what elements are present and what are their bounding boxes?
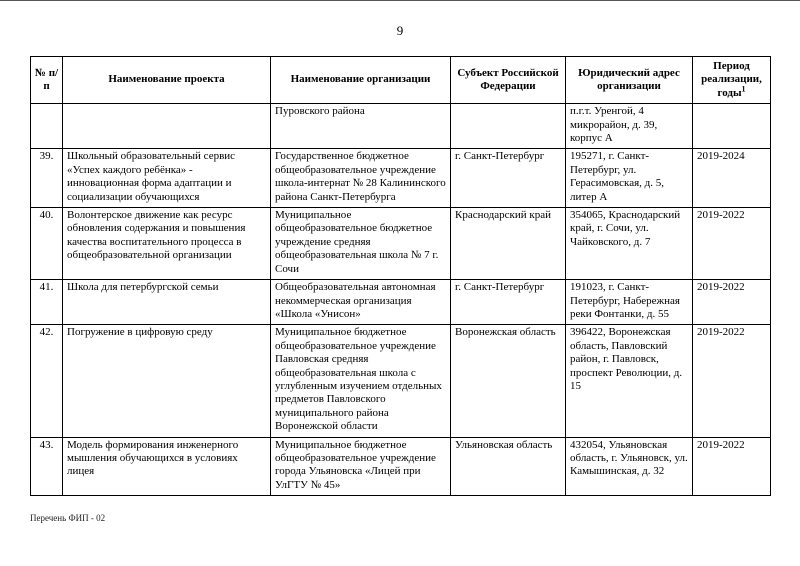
- table-row: [31, 280, 771, 325]
- cell-organization: Муниципальное общеобразовательное бюджетное учреждение средняя общеобразовательная школа № 7 г. Сочи: [271, 208, 451, 280]
- cell-address: 396422, Воронежская область, Павловский район, г. Павловск, проспект Революции, д. 15: [566, 325, 693, 437]
- header-period-label: Период реализации, годы: [701, 60, 762, 99]
- header-address: Юридический адрес организации: [566, 57, 693, 104]
- cell-num: 41.: [31, 280, 63, 325]
- table-row: [31, 325, 771, 437]
- cell-project: Волонтерское движение как ресурс обновления содержания и повышения качества воспитательного процесса в общеобразовательной организации: [63, 208, 271, 280]
- header-organization: Наименование организации: [271, 57, 451, 104]
- table-row: [31, 104, 771, 149]
- table-row: [31, 208, 771, 280]
- table-row: [31, 149, 771, 208]
- cell-num: [31, 104, 63, 149]
- projects-table: [30, 56, 771, 496]
- header-project: Наименование проекта: [63, 57, 271, 104]
- cell-period: [693, 104, 771, 149]
- cell-period: 2019-2022: [693, 208, 771, 280]
- header-num: № п/п: [31, 57, 63, 104]
- header-period: [693, 57, 771, 104]
- cell-num: 40.: [31, 208, 63, 280]
- cell-project: [63, 104, 271, 149]
- page-number: 9: [396, 23, 404, 38]
- cell-project: Погружение в цифровую среду: [63, 325, 271, 437]
- cell-subject: г. Санкт-Петербург: [451, 280, 566, 325]
- cell-subject: [451, 104, 566, 149]
- footer-note: Перечень ФИП - 02: [30, 513, 106, 523]
- cell-subject: Воронежская область: [451, 325, 566, 437]
- cell-project: Модель формирования инженерного мышления обучающихся в условиях лицея: [63, 437, 271, 496]
- cell-num: 42.: [31, 325, 63, 437]
- cell-organization: Пуровского района: [271, 104, 451, 149]
- cell-address: п.г.т. Уренгой, 4 микрорайон, д. 39, корпус А: [566, 104, 693, 149]
- cell-period: 2019-2022: [693, 280, 771, 325]
- cell-subject: Ульяновская область: [451, 437, 566, 496]
- cell-organization: Муниципальное бюджетное общеобразовательное учреждение Павловская средняя общеобразовательная школа с углубленным изучением отдельных предметов Павловского муниципального района Воронежской области: [271, 325, 451, 437]
- cell-subject: г. Санкт-Петербург: [451, 149, 566, 208]
- cell-project: Школа для петербургской семьи: [63, 280, 271, 325]
- cell-num: 39.: [31, 149, 63, 208]
- cell-project: Школьный образовательный сервис «Успех каждого ребёнка» - инновационная форма адаптации и социализации обучающихся: [63, 149, 271, 208]
- table-row: [31, 437, 771, 496]
- cell-num: 43.: [31, 437, 63, 496]
- cell-organization: Общеобразовательная автономная некоммерческая организация «Школа «Унисон»: [271, 280, 451, 325]
- header-subject: Субъект Российской Федерации: [451, 57, 566, 104]
- cell-organization: Государственное бюджетное общеобразовательное учреждение школа-интернат № 28 Калининского района Санкт-Петербурга: [271, 149, 451, 208]
- cell-period: 2019-2024: [693, 149, 771, 208]
- cell-address: 354065, Краснодарский край, г. Сочи, ул. Чайковского, д. 7: [566, 208, 693, 280]
- cell-address: 432054, Ульяновская область, г. Ульяновск, ул. Камышинская, д. 32: [566, 437, 693, 496]
- table-header-row: [31, 57, 771, 104]
- cell-subject: Краснодарский край: [451, 208, 566, 280]
- header-period-footnote: 1: [741, 84, 746, 94]
- cell-organization: Муниципальное бюджетное общеобразовательное учреждение города Ульяновска «Лицей при УлГТУ № 45»: [271, 437, 451, 496]
- cell-period: 2019-2022: [693, 437, 771, 496]
- cell-period: 2019-2022: [693, 325, 771, 437]
- cell-address: 195271, г. Санкт-Петербург, ул. Герасимовская, д. 5, литер А: [566, 149, 693, 208]
- cell-address: 191023, г. Санкт-Петербург, Набережная реки Фонтанки, д. 55: [566, 280, 693, 325]
